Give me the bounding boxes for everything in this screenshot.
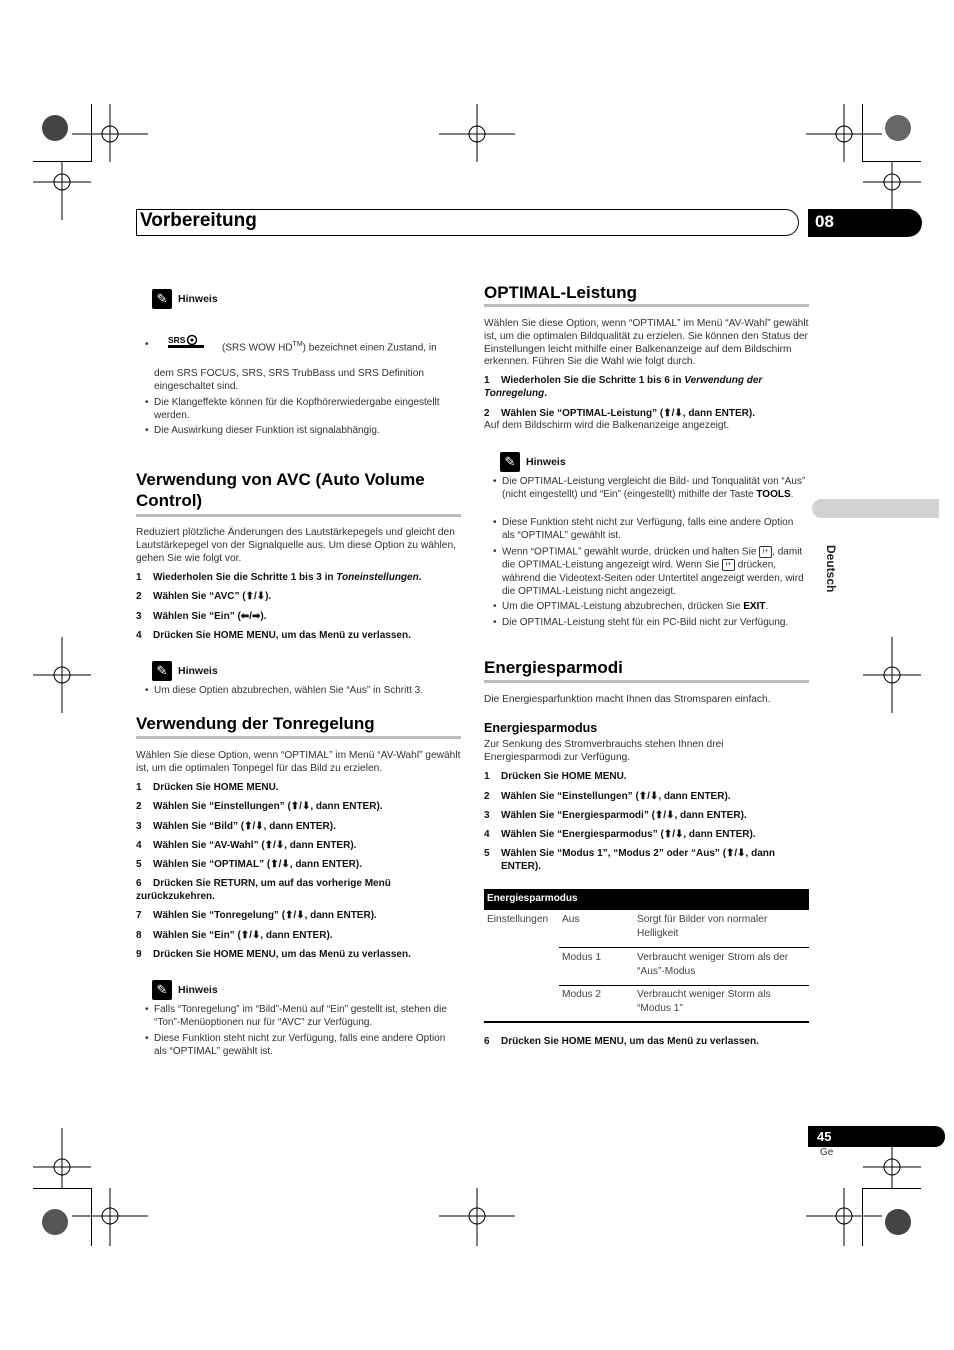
table-divider [559, 985, 809, 986]
pencil-icon: ✎ [152, 661, 172, 681]
registration-target-icon [863, 637, 921, 713]
step-item: 3 Wählen Sie “Bild” (⬆/⬇, dann ENTER). [136, 821, 336, 832]
table-group-label: Einstellungen [487, 914, 549, 925]
step-item: 1 Wiederholen Sie die Schritte 1 bis 3 in Toneinstellungen. [136, 572, 422, 583]
step-item: 5 Wählen Sie “OPTIMAL” (⬆/⬇, dann ENTER). [136, 859, 362, 870]
subsection-title: Energiesparmodus [484, 721, 598, 735]
info-button-icon: i+ [722, 559, 735, 571]
table-divider [559, 947, 809, 948]
note-label: Hinweis [178, 293, 218, 305]
registration-target-icon [72, 1188, 148, 1246]
color-patch-icon [885, 115, 911, 141]
optimal-after: Auf dem Bildschirm wird die Balkenanzeige angezeigt. [484, 420, 730, 431]
optimal-intro: Wählen Sie diese Option, wenn “OPTIMAL” im Menü “AV-Wahl” gewählt ist, um die optimalen Bildqualität zu erzielen. Sie können den Status der Einstellungen leicht mithilfe einer Balkenanzeige auf dem Bildschirm erkennen. Führen Sie die Wahl wie folgt durch. [484, 318, 809, 368]
step-item: 3 Wählen Sie “Energiesparmodi” (⬆/⬇, dann ENTER). [484, 810, 747, 821]
step-item: 8 Wählen Sie “Ein” (⬆/⬇, dann ENTER). [136, 930, 333, 941]
step-item: 7 Wählen Sie “Tonregelung” (⬆/⬇, dann ENTER). [136, 910, 377, 921]
table-bottom-rule [484, 1021, 809, 1023]
section-rule [484, 304, 809, 307]
pencil-icon: ✎ [500, 452, 520, 472]
note-label: Hinweis [178, 665, 218, 677]
registration-target-icon [439, 104, 515, 162]
energie-sub-intro: Zur Senkung des Stromverbrauchs stehen Ihnen drei Energiesparmodi zur Verfügung. [484, 739, 724, 763]
language-code: Ge [820, 1147, 834, 1158]
registration-target-icon [439, 1188, 515, 1246]
table-cell-desc: Verbraucht weniger Strom als der “Aus”-Modus [637, 952, 789, 977]
srs-text: (SRS WOW HD [222, 342, 293, 354]
list-item: • Um diese Optien abzubrechen, wählen Sie “Aus” in Schritt 3. [145, 685, 424, 696]
section-rule [136, 736, 461, 739]
step-item: 1 Drücken Sie HOME MENU. [136, 782, 279, 793]
list-item: • Um die OPTIMAL-Leistung abzubrechen, drücken Sie EXIT. [493, 601, 769, 612]
step-item: 1 Wiederholen Sie die Schritte 1 bis 6 in Verwendung der Tonregelung. [484, 375, 763, 399]
list-item: • Wenn “OPTIMAL” gewählt wurde, drücken und halten Sie i+ , damit die OPTIMAL-Leistung angezeigt wird. Wenn Sie i+ drücken, während die Videotext-Seiten oder Untertitel angezeigt werden, wird die OPTIMAL-Leistung nicht angezeigt. [493, 546, 804, 597]
step-item: 6 Drücken Sie RETURN, um auf das vorherige Menü zurückzukehren. [136, 878, 391, 902]
page-number: 45 [808, 1126, 945, 1147]
color-patch-icon [885, 1209, 911, 1235]
color-patch-icon [42, 115, 68, 141]
ton-intro: Wählen Sie diese Option, wenn “OPTIMAL” im Menü “AV-Wahl” gewählt ist, um die optimalen Tonpegel für das Bild zu erzielen. [136, 750, 461, 774]
section-title-optimal: OPTIMAL-Leistung [484, 283, 637, 302]
list-item: • Diese Funktion steht nicht zur Verfügung, falls eine andere Option als “OPTIMAL” gewählt ist. [493, 517, 794, 541]
section-rule [484, 680, 809, 683]
svg-text:SRS: SRS [168, 335, 186, 345]
table-cell-desc: Sorgt für Bilder von normaler Helligkeit [637, 914, 768, 939]
registration-target-icon [33, 162, 91, 220]
list-item: • Falls “Tonregelung” im “Bild”-Menü auf “Ein” gestellt ist, stehen die “Ton”-Menüoptionen nur für “AVC” zur Verfügung. [145, 1004, 447, 1028]
table-cell-desc: Verbraucht weniger Storm als “Modus 1” [637, 989, 771, 1014]
list-item: • Die OPTIMAL-Leistung vergleicht die Bild- und Tonqualität von “Aus” (nicht eingestellt) und “Ein” (eingestellt) mithilfe der Taste TOOLS. [493, 476, 806, 500]
language-tab [812, 499, 939, 518]
step-item: 4 Drücken Sie HOME MENU, um das Menü zu verlassen. [136, 630, 411, 641]
registration-target-icon [72, 104, 148, 162]
registration-target-icon [806, 104, 882, 162]
step-item: 6 Drücken Sie HOME MENU, um das Menü zu verlassen. [484, 1036, 759, 1047]
list-item: • Die Auswirkung dieser Funktion ist signalabhängig. [145, 425, 380, 436]
section-title-energiesparmodi: Energiesparmodi [484, 658, 623, 677]
note-label: Hinweis [526, 456, 566, 468]
section-title-avc: Verwendung von AVC (Auto Volume Control) [136, 470, 425, 510]
step-item: 2 Wählen Sie “Einstellungen” (⬆/⬇, dann ENTER). [136, 801, 383, 812]
srs-text-post: ) bezeichnet einen Zustand, in [302, 342, 437, 354]
table-cell-mode: Aus [562, 914, 580, 925]
list-item: • Die Klangeffekte können für die Kopfhörerwiedergabe eingestellt werden. [145, 397, 440, 421]
step-item: 3 Wählen Sie “Ein” (⬅/➡). [136, 611, 267, 622]
step-item: 2 Wählen Sie “Einstellungen” (⬆/⬇, dann ENTER). [484, 791, 731, 802]
color-patch-icon [42, 1209, 68, 1235]
table-cell-mode: Modus 1 [562, 952, 602, 963]
step-item: 2 Wählen Sie “OPTIMAL-Leistung” (⬆/⬇, dann ENTER). [484, 408, 755, 419]
list-item: • Die OPTIMAL-Leistung steht für ein PC-Bild nicht zur Verfügung. [493, 617, 789, 628]
note-label: Hinweis [178, 984, 218, 996]
srs-wow-hd-logo [168, 334, 204, 350]
step-item: 4 Wählen Sie “AV-Wahl” (⬆/⬇, dann ENTER). [136, 840, 357, 851]
registration-target-icon [33, 637, 91, 713]
step-item: 9 Drücken Sie HOME MENU, um das Menü zu verlassen. [136, 949, 411, 960]
table-header: Energiesparmodus [484, 889, 809, 910]
step-item: 2 Wählen Sie “AVC” (⬆/⬇). [136, 591, 272, 602]
pencil-icon: ✎ [152, 289, 172, 309]
info-button-icon: i+ [759, 546, 772, 558]
srs-description: dem SRS FOCUS, SRS, SRS TrubBass und SRS Definition eingeschaltet sind. [154, 368, 425, 392]
step-item: 1 Drücken Sie HOME MENU. [484, 771, 627, 782]
registration-target-icon [33, 1128, 91, 1188]
section-rule [136, 514, 461, 517]
language-label: Deutsch [824, 545, 838, 593]
chapter-badge: 08 [808, 209, 922, 237]
trademark: TM [292, 341, 303, 348]
table-cell-mode: Modus 2 [562, 989, 602, 1000]
avc-intro: Reduziert plötzliche Änderungen des Lautstärkepegels und gleicht den Lautstärkepegel von der Signalquelle aus. Um diese Option zu wählen, gehen Sie wie folgt vor. [136, 527, 456, 564]
energie-intro: Die Energiesparfunktion macht Ihnen das Stromsparen einfach. [484, 694, 771, 705]
section-title-tonregelung: Verwendung der Tonregelung [136, 714, 375, 733]
step-item: 4 Wählen Sie “Energiesparmodus” (⬆/⬇, dann ENTER). [484, 829, 756, 840]
list-item: • Diese Funktion steht nicht zur Verfügung, falls eine andere Option als “OPTIMAL” gewählt ist. [145, 1033, 446, 1057]
pencil-icon: ✎ [152, 980, 172, 1000]
step-item: 5 Wählen Sie “Modus 1”, “Modus 2” oder “Aus” (⬆/⬇, dann ENTER). [484, 848, 775, 872]
page-title: Vorbereitung [140, 210, 257, 231]
registration-target-icon [806, 1188, 882, 1246]
